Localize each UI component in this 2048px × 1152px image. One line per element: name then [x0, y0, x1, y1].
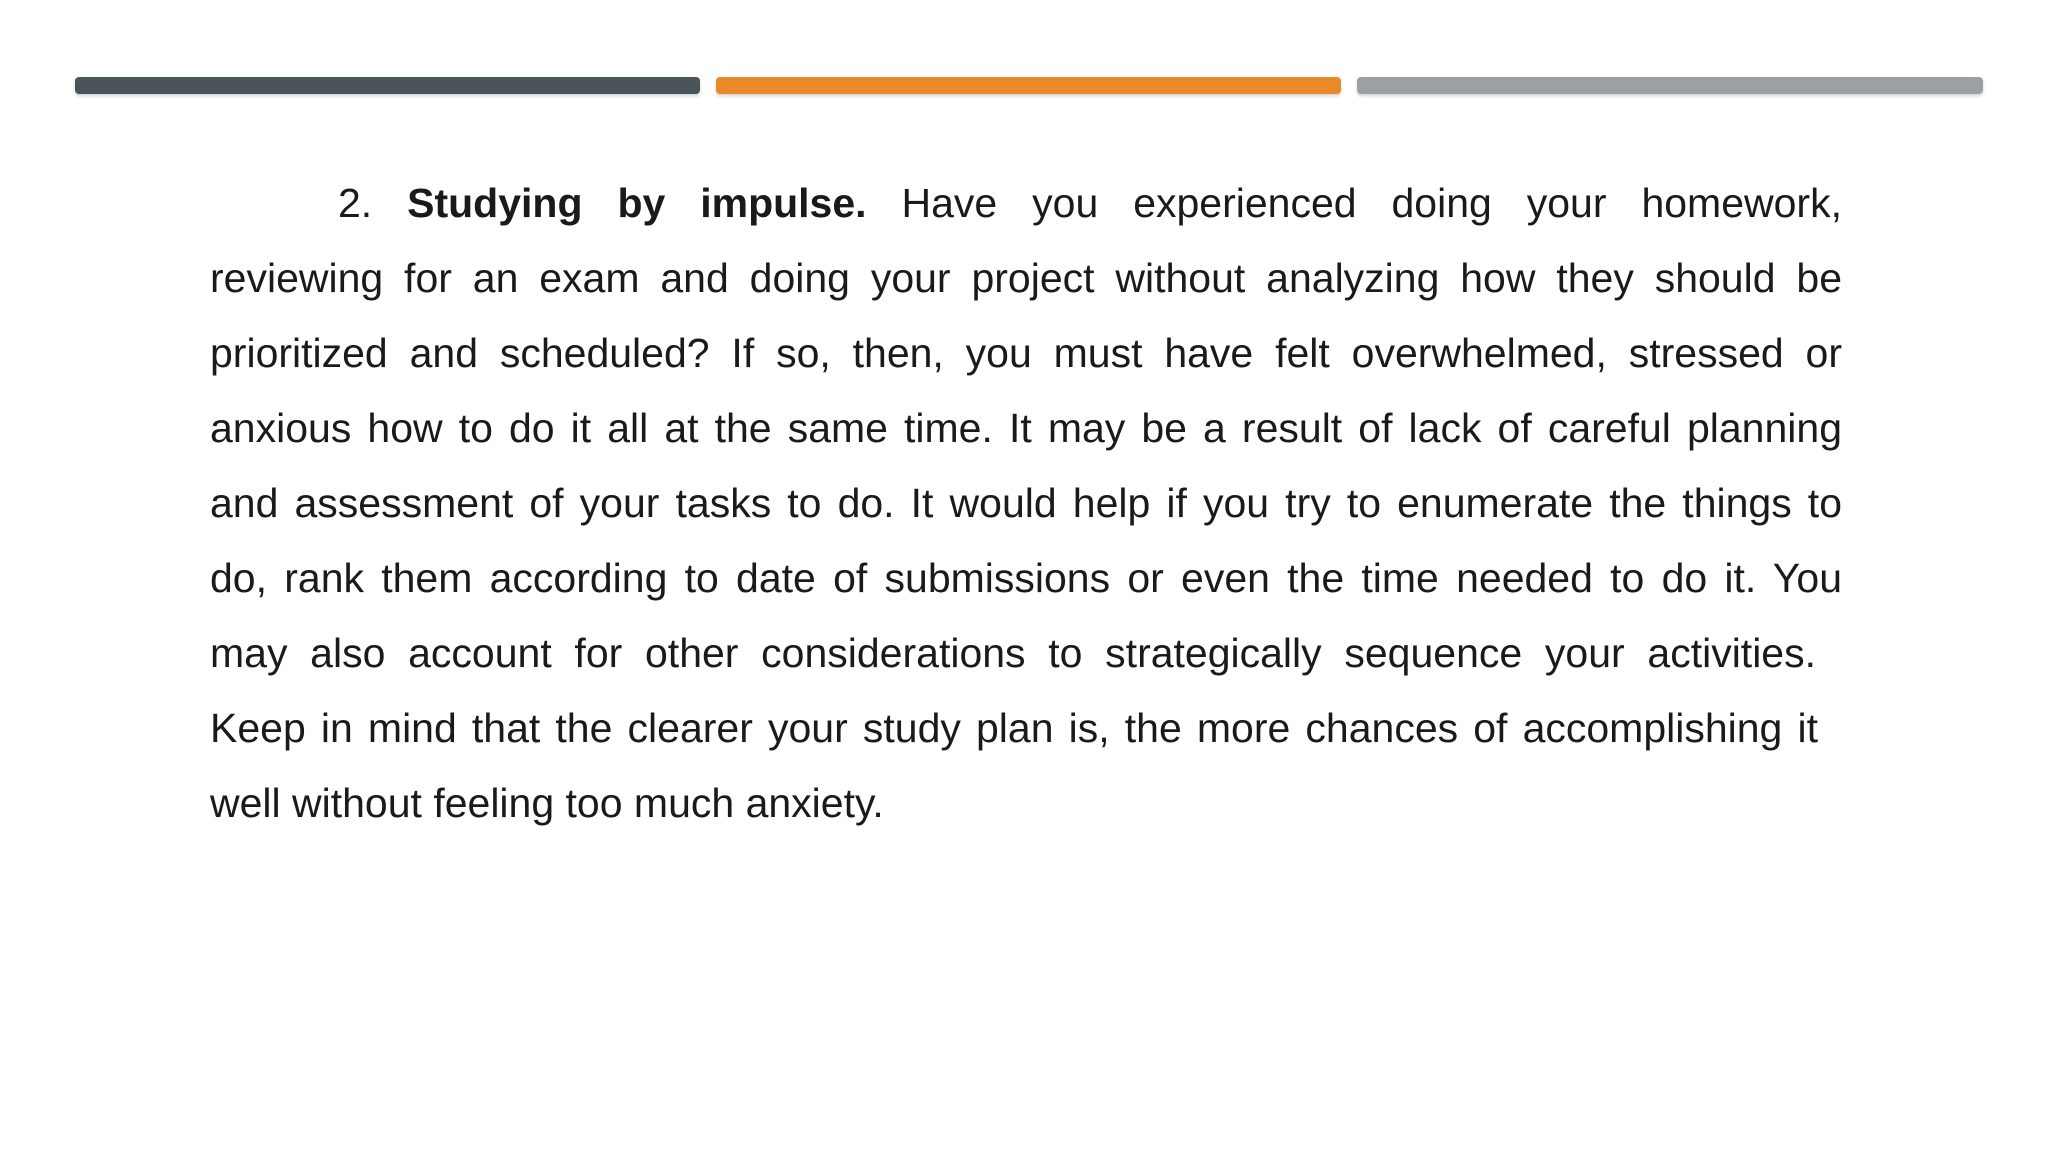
accent-bar-dark — [75, 77, 700, 94]
paragraph-heading: Studying by impulse. — [407, 180, 867, 226]
paragraph-line-2: reviewing for an exam and doing your project without analyzing how they should be — [210, 255, 1842, 301]
paragraph-line-4: anxious how to do it all at the same time. It may be a result of lack of careful planning — [210, 405, 1842, 451]
paragraph-line-9: well without feeling too much anxiety. — [210, 780, 884, 826]
paragraph-line-3: prioritized and scheduled? If so, then, you must have felt overwhelmed, stressed or — [210, 330, 1842, 376]
item-number: 2. — [338, 180, 373, 226]
paragraph-line-8: Keep in mind that the clearer your study plan is, the more chances of accomplishing it — [210, 705, 1818, 751]
paragraph-line-1 — [210, 166, 1842, 241]
paragraph-line-6: do, rank them according to date of submissions or even the time needed to do it. You — [210, 555, 1842, 601]
accent-bar-gray — [1357, 77, 1983, 94]
line-text: Have you experienced doing your homework, — [901, 180, 1842, 226]
paragraph-line-7: may also account for other considerations to strategically sequence your activities. — [210, 630, 1816, 676]
paragraph-line-5: and assessment of your tasks to do. It would help if you try to enumerate the things to — [210, 480, 1842, 526]
paragraph-body — [210, 166, 1842, 841]
accent-bar-orange — [716, 77, 1341, 94]
